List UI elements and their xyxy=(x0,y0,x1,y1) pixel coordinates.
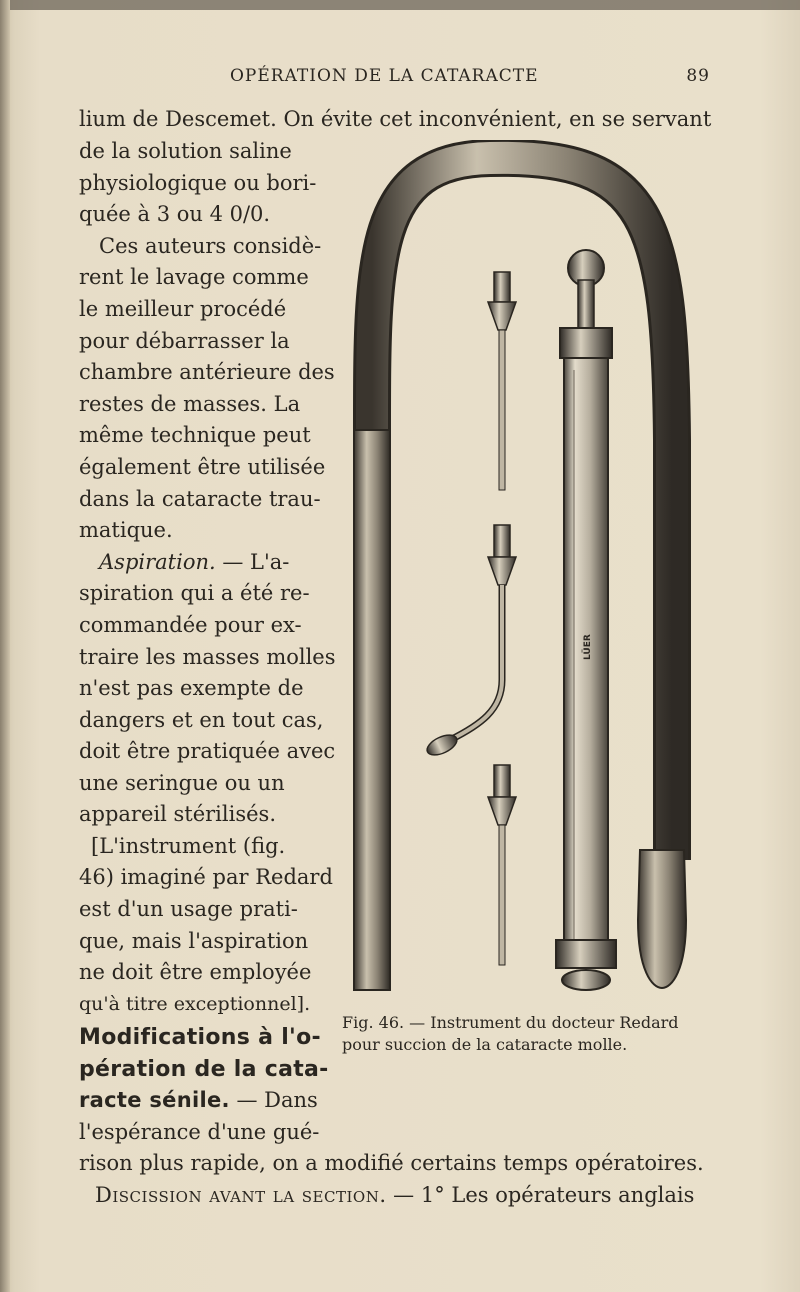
text-line: dangers et en tout cas, xyxy=(79,708,324,732)
text-line: est d'un usage prati- xyxy=(79,897,298,921)
text-span: — L'a- xyxy=(215,550,290,574)
running-head-title: OPÉRATION DE LA CATARACTE xyxy=(230,66,539,86)
text-line: appareil stérilisés. xyxy=(79,802,276,826)
figure-number: Fig. 46. xyxy=(342,1013,405,1032)
curved-spoon-cannula xyxy=(424,525,516,759)
text-span: de la solution saline xyxy=(79,139,292,163)
text-line: restes de masses. La xyxy=(79,392,301,416)
straight-cannula xyxy=(488,272,516,490)
text-line: que, mais l'aspiration xyxy=(79,929,309,953)
text-line: doit être pratiquée avec xyxy=(79,739,336,763)
text-line: rison plus rapide, on a modifié certains temps opératoires. xyxy=(79,1151,704,1175)
section-heading-line: pération de la cata- xyxy=(79,1057,329,1082)
syringe xyxy=(556,250,616,990)
text-line: [L'instrument (fig. xyxy=(91,834,286,858)
text-line: chambre antérieure des xyxy=(79,360,335,384)
text-span: — Dans xyxy=(229,1088,318,1112)
page-binding-edge xyxy=(0,0,10,1292)
maker-mark: LÜER xyxy=(583,634,593,660)
italic-heading: Aspiration. xyxy=(99,550,216,574)
section-heading-line: Modifications à l'o- xyxy=(79,1025,321,1050)
text-line: commandée pour ex- xyxy=(79,613,302,637)
text-line: Ces auteurs considè- xyxy=(99,234,322,258)
text-line xyxy=(79,136,341,168)
tube-nozzle xyxy=(638,850,686,988)
text-line: pour débarrasser la xyxy=(79,329,290,353)
page-number: 89 xyxy=(686,66,710,86)
rubber-tube xyxy=(354,158,672,990)
small-caps-heading: Discission avant la section. xyxy=(95,1183,387,1207)
text-line xyxy=(79,547,341,579)
text-line: physiologique ou bori- xyxy=(79,171,317,195)
page-top-edge xyxy=(0,0,800,10)
text-line: spiration qui a été re- xyxy=(79,581,310,605)
running-head xyxy=(230,66,710,92)
text-line: traire les masses molles xyxy=(79,645,336,669)
redard-instrument-illustration xyxy=(350,140,700,1010)
text-line: dans la cataracte trau- xyxy=(79,487,321,511)
text-span: — 1° Les opérateurs anglais xyxy=(386,1183,695,1207)
text-line: 46) imaginé par Redard xyxy=(79,865,333,889)
figure-46 xyxy=(350,140,700,1010)
text-line: quée à 3 ou 4 0/0. xyxy=(79,202,271,226)
text-line: qu'à titre exceptionnel]. xyxy=(79,993,311,1015)
text-line: une seringue ou un xyxy=(79,771,285,795)
text-span: lium de Descemet. On évite cet inconvénient, en se servant xyxy=(79,107,712,131)
section-heading-end: racte sénile. xyxy=(79,1088,230,1112)
text-line: l'espérance d'une gué- xyxy=(79,1120,320,1144)
text-line: rent le lavage comme xyxy=(79,265,309,289)
text-line xyxy=(79,1085,341,1117)
text-line: le meilleur procédé xyxy=(79,297,287,321)
caption-text: — Instrument du docteur Redard pour succion de la cataracte molle. xyxy=(342,1013,679,1054)
short-cannula xyxy=(488,765,516,965)
figure-caption xyxy=(342,1012,712,1056)
text-line: même technique peut xyxy=(79,423,311,447)
text-line xyxy=(79,1180,709,1212)
text-line xyxy=(79,104,712,136)
text-line: ne doit être employée xyxy=(79,960,312,984)
text-line: n'est pas exempte de xyxy=(79,676,304,700)
text-line: matique. xyxy=(79,518,173,542)
text-line: également être utilisée xyxy=(79,455,326,479)
